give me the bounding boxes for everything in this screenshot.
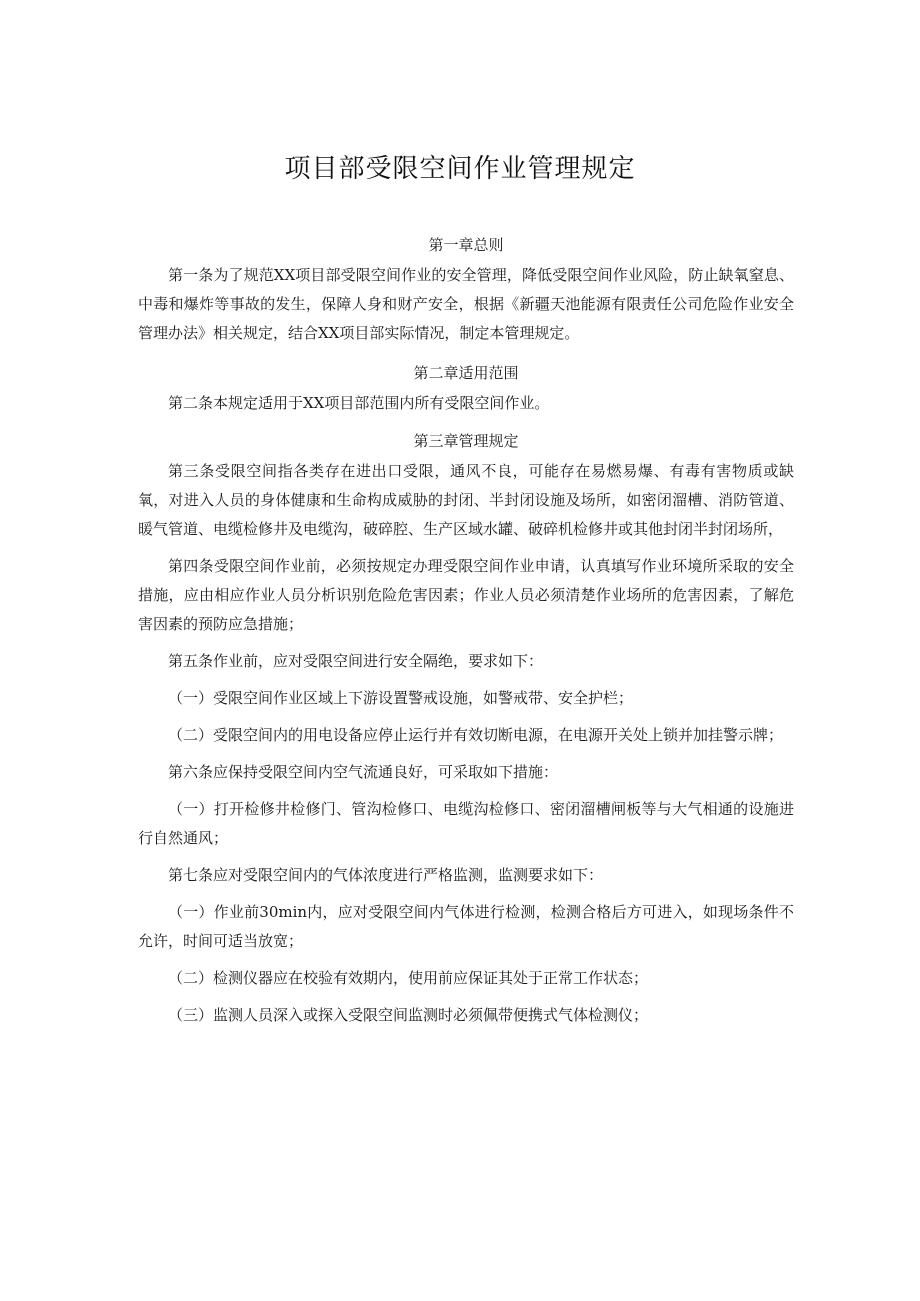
article-4: 第四条受限空间作业前，必须按规定办理受限空间作业申请，认真填写作业环境所采取的安全措施，应由相应作业人员分析识别危险危害因素；作业人员必须清楚作业场所的危害因素，了解危害因素的预防应急措施； <box>138 557 794 633</box>
article-5: 第五条作业前，应对受限空间进行安全隔绝，要求如下： <box>168 652 544 670</box>
document-title: 项目部受限空间作业管理规定 <box>284 154 636 184</box>
chapter-1-heading: 第一章总则 <box>428 236 504 254</box>
article-5-item-2: （二）受限空间内的用电设备应停止运行并有效切断电源，在电源开关处上锁并加挂警示牌； <box>168 726 784 744</box>
article-7-item-3: （三）监测人员深入或探入受限空间监测时必须佩带便携式气体检测仪； <box>168 1006 649 1024</box>
article-1: 第一条为了规范XX项目部受限空间作业的安全管理，降低受限空间作业风险，防止缺氧窒息、中毒和爆炸等事故的发生，保障人身和财产安全，根据《新疆天池能源有限责任公司危险作业安全管理办法》相关规定，结合XX项目部实际情况，制定本管理规定。 <box>138 266 794 342</box>
article-6-item-1: （一）打开检修井检修门、管沟检修口、电缆沟检修口、密闭溜槽闸板等与大气相通的设施进行自然通风； <box>138 800 794 847</box>
article-5-item-1: （一）受限空间作业区域上下游设置警戒设施，如警戒带、安全护栏； <box>168 689 634 707</box>
article-7-item-1: （一）作业前30min内，应对受限空间内气体进行检测，检测合格后方可进入，如现场条件不允许，时间可适当放宽； <box>138 903 794 950</box>
article-6: 第六条应保持受限空间内空气流通良好，可采取如下措施： <box>168 763 559 781</box>
article-3: 第三条受限空间指各类存在进出口受限，通风不良，可能存在易燃易爆、有毒有害物质或缺氧，对进入人员的身体健康和生命构成威胁的封闭、半封闭设施及场所，如密闭溜槽、消防管道、暖气管道、电缆检修井及电缆沟，破碎腔、生产区域水罐、破碎机检修井或其他封闭半封闭场所， <box>138 462 794 538</box>
chapter-2-heading: 第二章适用范围 <box>413 364 519 382</box>
chapter-3-heading: 第三章管理规定 <box>413 432 519 450</box>
document-body <box>138 228 794 1038</box>
article-7-item-2: （二）检测仪器应在校验有效期内，使用前应保证其处于正常工作状态； <box>168 969 649 987</box>
article-7: 第七条应对受限空间内的气体浓度进行严格监测，监测要求如下： <box>168 866 604 884</box>
article-2: 第二条本规定适用于XX项目部范围内所有受限空间作业。 <box>168 394 550 412</box>
